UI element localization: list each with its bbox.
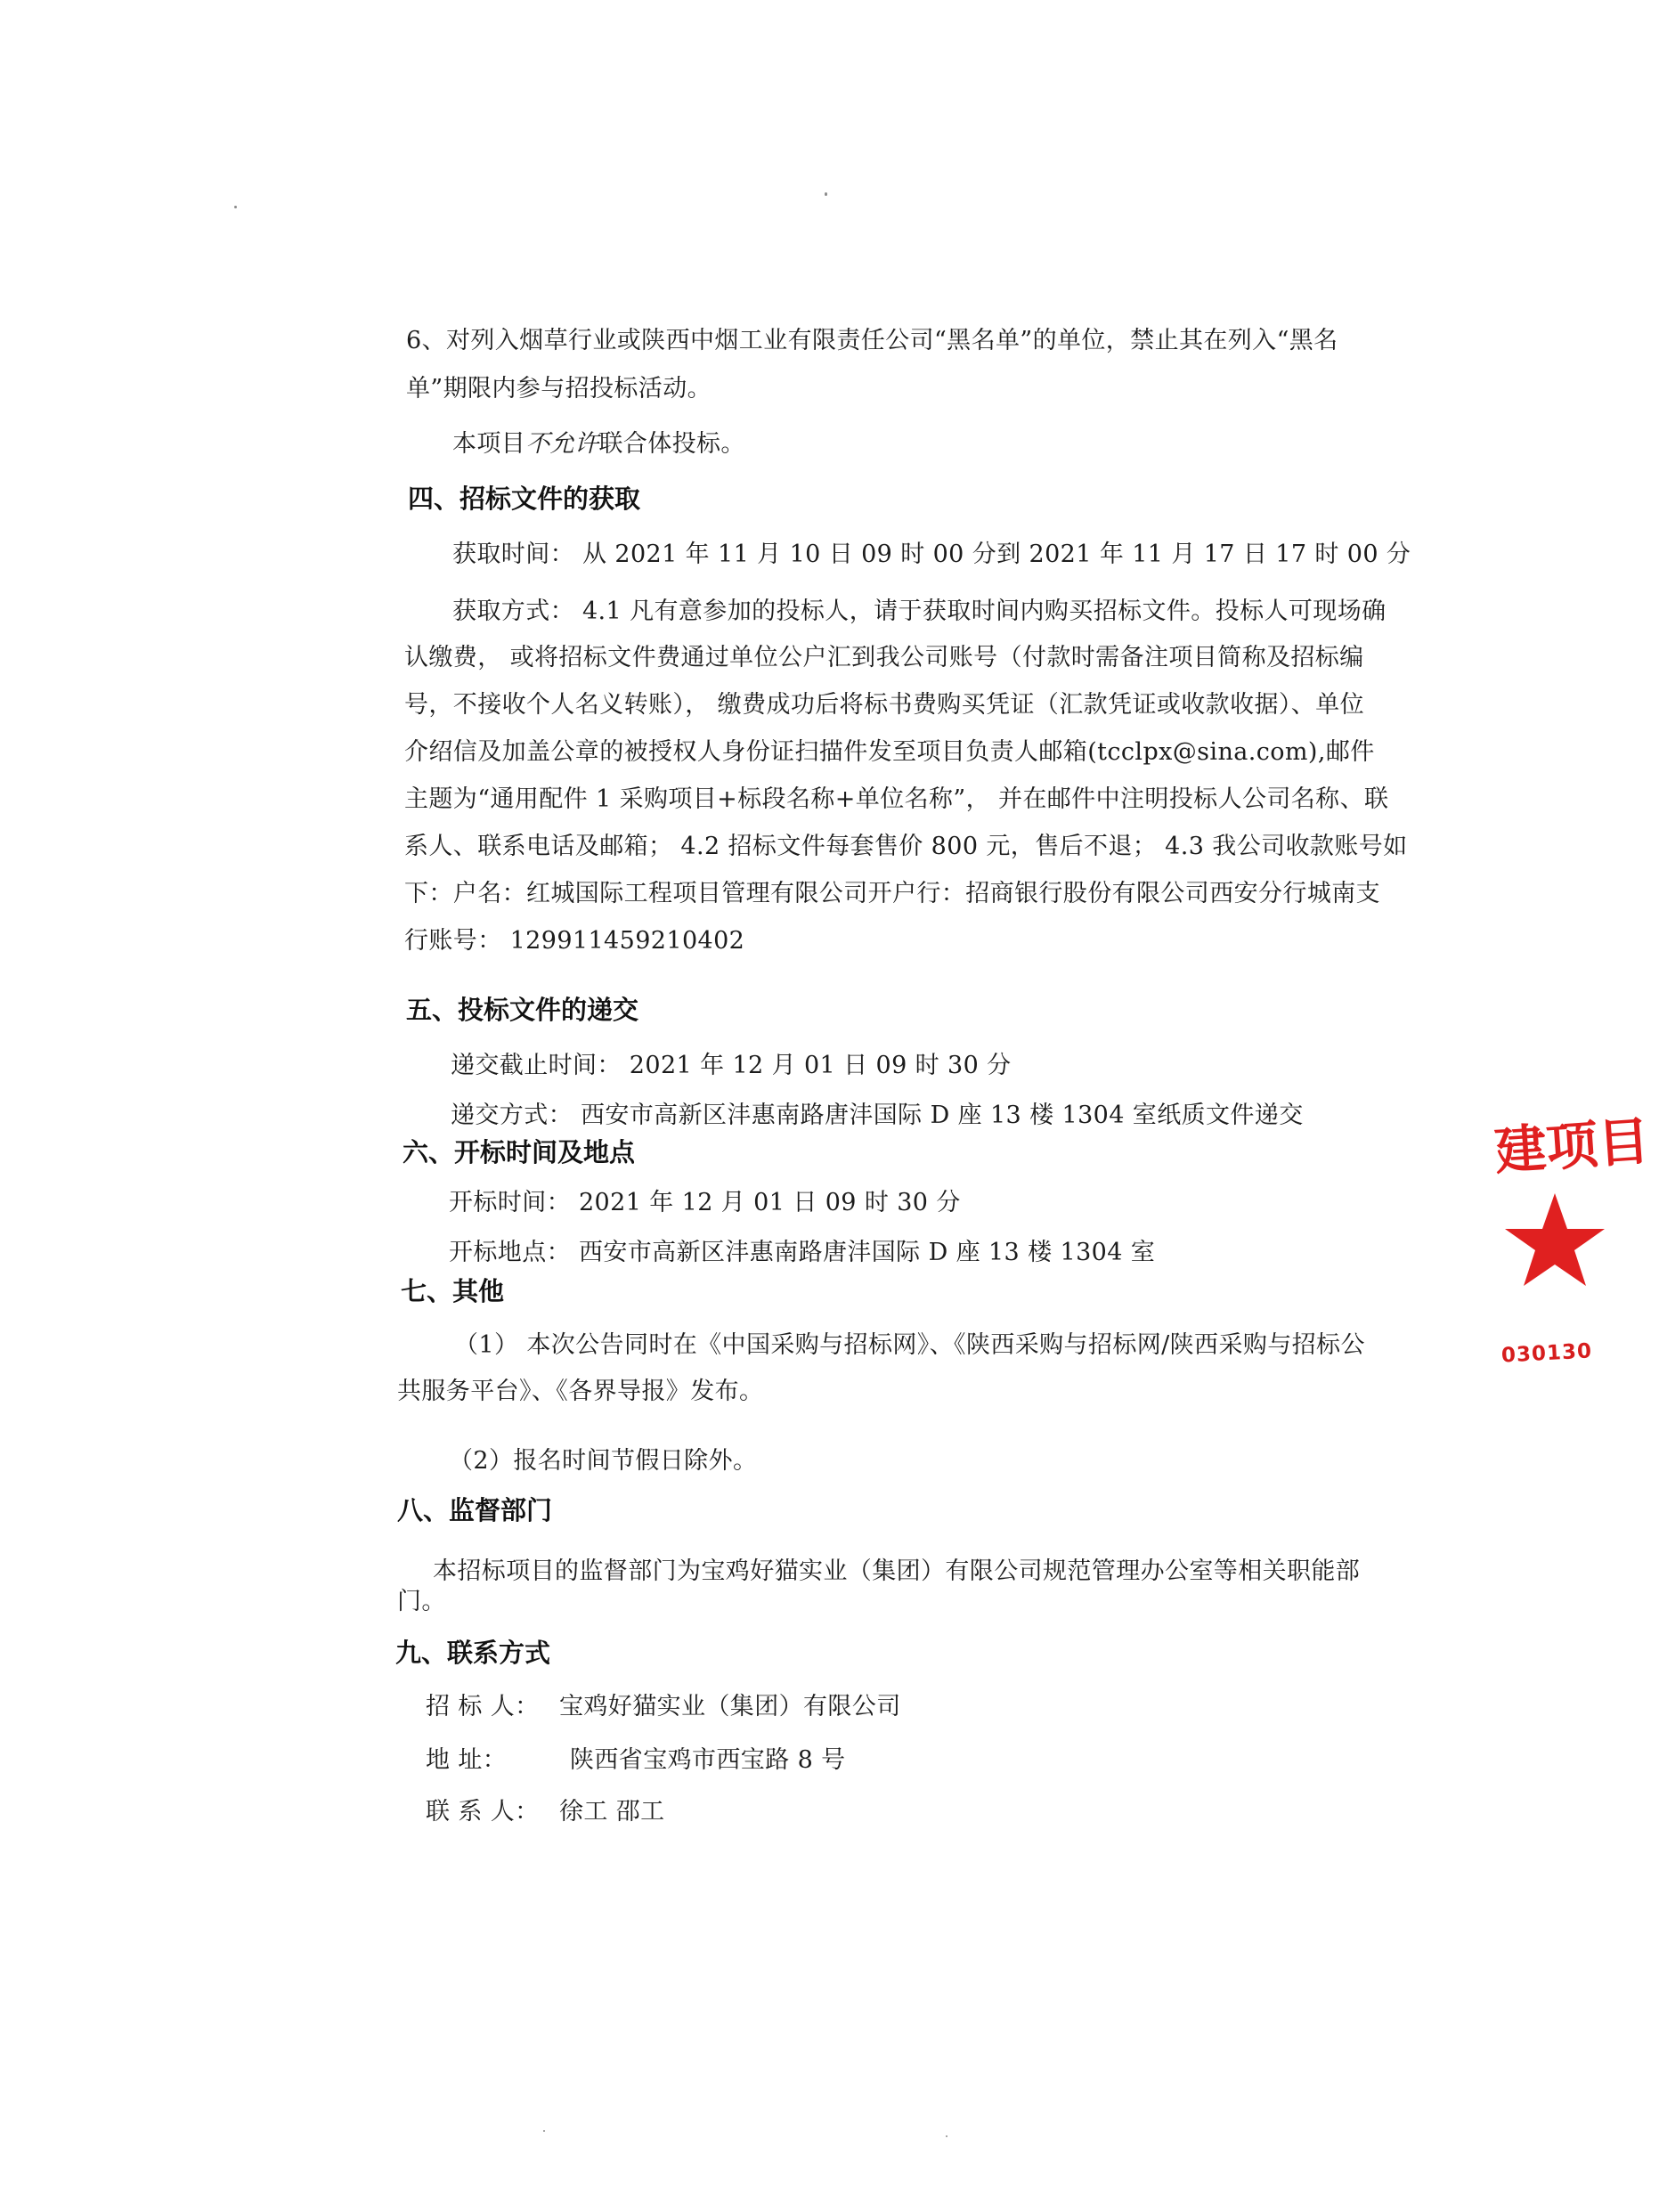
other-item1-line1: （1） 本次公告同时在《中国采购与招标网》、《陕西采购与招标网/陕西采购与招标公	[454, 1331, 1365, 1359]
acquire-method-line: 下：户名：红城国际工程项目管理有限公司开户行：招商银行股份有限公司西安分行城南支	[404, 880, 1380, 907]
seal-star-icon	[1501, 1186, 1608, 1293]
scan-speck	[543, 2130, 545, 2132]
scan-speck	[946, 2135, 947, 2137]
section6-heading: 六、开标时间及地点	[403, 1137, 636, 1167]
consortium-suffix: 联合体投标。	[598, 430, 745, 458]
contact-row	[426, 1692, 901, 1722]
item6-line1: 6、对列入烟草行业或陕西中烟工业有限责任公司“黑名单”的单位，禁止其在列入“黑名	[406, 327, 1338, 354]
section8-heading: 八、监督部门	[397, 1495, 553, 1525]
item6-line2: 单”期限内参与招投标活动。	[406, 375, 712, 403]
acquire-method-line: 系人、联系电话及邮箱； 4.2 招标文件每套售价 800 元，售后不退； 4.3 我公司收款账号如	[404, 833, 1408, 860]
scan-speck	[234, 206, 237, 208]
supervision-line1: 本招标项目的监督部门为宝鸡好猫实业（集团）有限公司规范管理办公室等相关职能部	[433, 1557, 1361, 1585]
section4-heading: 四、招标文件的获取	[408, 484, 641, 514]
consortium-prefix: 本项目	[452, 430, 526, 458]
opening-place: 开标地点： 西安市高新区沣惠南路唐沣国际 D 座 13 楼 1304 室	[449, 1239, 1156, 1266]
opening-time: 开标时间： 2021 年 12 月 01 日 09 时 30 分	[449, 1189, 961, 1216]
acquire-method-line: 认缴费， 或将招标文件费通过单位公户汇到我公司账号（付款时需备注项目简称及招标编	[404, 644, 1364, 671]
contact-value: 徐工 邵工	[559, 1798, 665, 1826]
consortium-statement	[452, 429, 745, 459]
contact-row	[426, 1745, 846, 1776]
seal-text: 建项目	[1492, 1110, 1652, 1182]
other-item1-line2: 共服务平台》、《各界导报》发布。	[397, 1378, 764, 1405]
other-item2: （2）报名时间节假日除外。	[449, 1447, 758, 1475]
contact-label: 地 址：	[426, 1746, 508, 1774]
submit-deadline: 递交截止时间： 2021 年 12 月 01 日 09 时 30 分	[451, 1052, 1012, 1079]
official-seal-fragment	[1492, 1097, 1652, 1391]
contact-label: 联 系 人：	[426, 1798, 540, 1826]
section5-heading: 五、投标文件的递交	[406, 995, 639, 1025]
section9-heading: 九、联系方式	[395, 1638, 551, 1668]
contact-value: 陕西省宝鸡市西宝路 8 号	[570, 1746, 846, 1774]
acquire-method-line: 行账号： 129911459210402	[404, 927, 745, 955]
acquire-method-line: 号，不接收个人名义转账）， 缴费成功后将标书费购买凭证（汇款凭证或收款收据）、单位	[404, 691, 1364, 719]
submit-method: 递交方式： 西安市高新区沣惠南路唐沣国际 D 座 13 楼 1304 室纸质文件递交	[451, 1102, 1304, 1129]
supervision-line2: 门。	[397, 1588, 446, 1615]
acquire-method-line: 获取方式： 4.1 凡有意参加的投标人，请于获取时间内购买招标文件。投标人可现场确	[452, 598, 1387, 625]
contact-label: 招 标 人：	[426, 1693, 540, 1720]
seal-code: 030130	[1500, 1339, 1593, 1368]
contact-row	[426, 1797, 665, 1827]
acquire-time: 获取时间： 从 2021 年 11 月 10 日 09 时 00 分到 2021 年 11 月 17 日 17 时 00 分	[452, 541, 1411, 568]
contact-value: 宝鸡好猫实业（集团）有限公司	[559, 1693, 901, 1720]
acquire-method-line: 介绍信及加盖公章的被授权人身份证扫描件发至项目负责人邮箱(tcclpx@sina.com),邮件	[404, 738, 1375, 766]
section7-heading: 七、其他	[401, 1276, 505, 1306]
scan-speck	[825, 192, 827, 196]
consortium-italic: 不允许	[525, 430, 599, 458]
acquire-method-line: 主题为“通用配件 1 采购项目+标段名称+单位名称”， 并在邮件中注明投标人公司名称、联	[404, 785, 1389, 813]
